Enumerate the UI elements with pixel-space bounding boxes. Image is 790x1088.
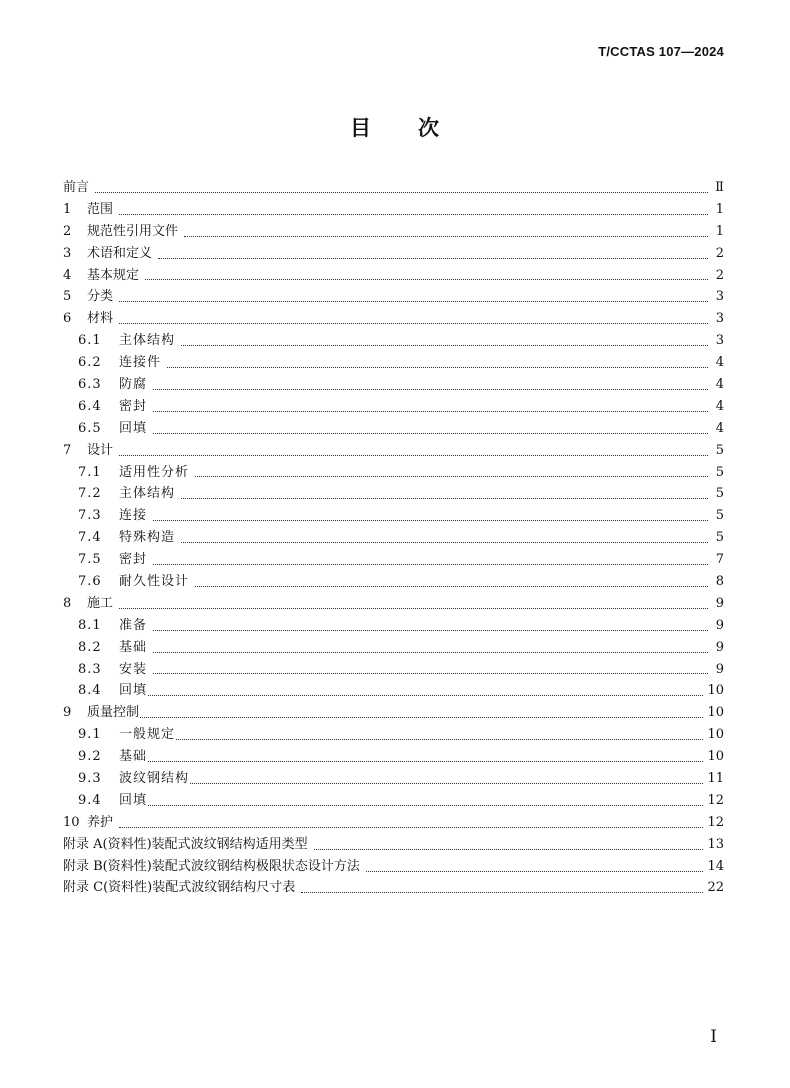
- toc-entry[interactable]: [63, 724, 724, 746]
- dot-leader: [195, 476, 708, 477]
- toc-entry[interactable]: [63, 243, 724, 265]
- toc-entry-page: 4: [715, 355, 724, 371]
- dot-leader: [301, 892, 703, 893]
- toc-entry-label: [63, 265, 139, 287]
- toc-entry-number: 7.5: [78, 552, 102, 568]
- toc-entry-label: [78, 724, 175, 746]
- toc-entry-title: 施工: [87, 595, 114, 611]
- dot-leader: [119, 455, 708, 456]
- toc-entry[interactable]: [63, 549, 724, 571]
- toc-entry-page: 10: [707, 749, 724, 765]
- toc-entry[interactable]: [63, 527, 724, 549]
- toc-entry-page: 7: [715, 552, 724, 568]
- toc-entry[interactable]: [63, 571, 724, 593]
- table-of-contents: [63, 177, 724, 899]
- toc-entry-label: [63, 221, 178, 243]
- dot-leader: [153, 433, 708, 434]
- dot-leader: [153, 652, 708, 653]
- toc-entry-page: 10: [707, 705, 724, 721]
- toc-entry-label: [63, 286, 113, 308]
- toc-entry[interactable]: [63, 330, 724, 352]
- toc-entry-title: 材料: [87, 311, 114, 327]
- dot-leader: [148, 695, 703, 696]
- toc-entry-title: 连接件: [119, 355, 162, 371]
- toc-entry[interactable]: [63, 440, 724, 462]
- toc-entry-page: 12: [707, 814, 724, 830]
- toc-entry-label: [78, 462, 189, 484]
- toc-entry-label: [78, 418, 147, 440]
- toc-entry-number: 4: [63, 267, 72, 283]
- toc-entry-label: [63, 177, 89, 199]
- toc-entry[interactable]: [63, 812, 724, 834]
- toc-entry-page: 5: [715, 486, 724, 502]
- toc-entry[interactable]: [63, 418, 724, 440]
- toc-entry-number: 6: [63, 311, 72, 327]
- toc-entry-title: 密封: [119, 398, 148, 414]
- toc-entry[interactable]: [63, 702, 724, 724]
- toc-entry-number: 7.1: [78, 464, 102, 480]
- toc-entry-label: [63, 877, 295, 899]
- toc-entry[interactable]: [63, 505, 724, 527]
- toc-entry[interactable]: [63, 177, 724, 199]
- toc-entry-label: [78, 527, 175, 549]
- toc-entry-label: [78, 790, 147, 812]
- toc-entry[interactable]: [63, 462, 724, 484]
- page-title: [0, 112, 790, 142]
- dot-leader: [181, 345, 708, 346]
- toc-entry-number: 8.3: [78, 661, 102, 677]
- toc-entry-number: 9: [63, 705, 72, 721]
- toc-entry-number: 7.2: [78, 486, 102, 502]
- toc-entry-page: 9: [715, 595, 724, 611]
- toc-entry-number: 附录 A(资料性): [63, 836, 152, 852]
- toc-entry-number: 1: [63, 201, 72, 217]
- document-code: T/CCTAS 107—2024: [598, 44, 724, 59]
- toc-entry-label: [63, 440, 113, 462]
- toc-entry-number: 2: [63, 223, 72, 239]
- toc-entry-title: 装配式波纹钢结构尺寸表: [152, 880, 296, 896]
- toc-entry-title: 基本规定: [87, 267, 140, 283]
- toc-entry-label: [63, 856, 360, 878]
- toc-entry[interactable]: [63, 878, 724, 900]
- toc-entry-number: 7.4: [78, 530, 102, 546]
- toc-entry-number: 10: [63, 814, 80, 830]
- toc-entry-page: 1: [715, 201, 724, 217]
- toc-entry[interactable]: [63, 352, 724, 374]
- dot-leader: [190, 783, 703, 784]
- toc-entry-title: 养护: [87, 814, 114, 830]
- toc-entry-page: 4: [715, 420, 724, 436]
- toc-entry-title: 范围: [87, 201, 114, 217]
- dot-leader: [148, 761, 703, 762]
- dot-leader: [119, 323, 708, 324]
- toc-entry-number: 6.1: [78, 333, 102, 349]
- toc-entry-title: 特殊构造: [119, 530, 176, 546]
- toc-entry[interactable]: [63, 221, 724, 243]
- toc-entry-number: 3: [63, 245, 72, 261]
- dot-leader: [153, 411, 708, 412]
- dot-leader: [184, 236, 708, 237]
- toc-entry-number: 6.5: [78, 420, 102, 436]
- dot-leader: [145, 279, 708, 280]
- toc-entry[interactable]: [63, 834, 724, 856]
- toc-entry-page: 1: [715, 223, 724, 239]
- toc-entry-title: 基础: [119, 749, 148, 765]
- toc-entry[interactable]: [63, 593, 724, 615]
- toc-entry-title: 设计: [87, 442, 114, 458]
- toc-entry-number: 9.2: [78, 749, 102, 765]
- toc-entry-page: 5: [715, 442, 724, 458]
- toc-entry-label: [63, 199, 113, 221]
- dot-leader: [366, 871, 704, 872]
- dot-leader: [119, 608, 708, 609]
- toc-entry-page: 5: [715, 508, 724, 524]
- toc-entry-number: 8.2: [78, 639, 102, 655]
- dot-leader: [95, 192, 708, 193]
- toc-entry-label: [78, 549, 147, 571]
- toc-entry-number: 6.3: [78, 377, 102, 392]
- dot-leader: [153, 389, 708, 390]
- toc-entry-label: [78, 374, 147, 396]
- dot-leader: [195, 586, 708, 587]
- toc-entry-number: 9.1: [78, 727, 102, 743]
- dot-leader: [314, 849, 704, 850]
- toc-entry-title: 回填: [119, 792, 148, 808]
- toc-entry-number: 6.4: [78, 398, 102, 414]
- toc-entry-number: 6.2: [78, 355, 102, 371]
- toc-entry-number: 8.4: [78, 683, 102, 699]
- toc-entry-title: 回填: [119, 420, 148, 436]
- toc-entry[interactable]: [63, 680, 724, 702]
- page-number: I: [710, 1027, 717, 1047]
- toc-entry-title: 适用性分析: [119, 464, 190, 480]
- toc-entry-page: 22: [707, 880, 724, 896]
- dot-leader: [148, 805, 703, 806]
- toc-entry-page: 4: [715, 398, 724, 414]
- toc-entry[interactable]: [63, 790, 724, 812]
- toc-entry-number: 8: [63, 595, 72, 611]
- toc-entry-label: [78, 637, 147, 659]
- toc-entry-number: 7.6: [78, 574, 102, 590]
- toc-entry-title: 基础: [119, 639, 148, 655]
- toc-entry-title: 一般规定: [119, 727, 176, 743]
- toc-entry-number: 9.4: [78, 792, 102, 808]
- dot-leader: [158, 258, 708, 259]
- toc-entry-title: 质量控制: [87, 705, 140, 721]
- toc-entry-label: [63, 812, 113, 834]
- toc-entry-title: 规范性引用文件: [87, 223, 179, 239]
- toc-entry-label: [78, 571, 189, 593]
- toc-entry-title: 波纹钢结构: [119, 771, 190, 787]
- dot-leader: [167, 367, 708, 368]
- toc-entry[interactable]: [63, 265, 724, 287]
- toc-entry-page: 9: [715, 617, 724, 633]
- toc-entry-number: 7.3: [78, 508, 102, 524]
- toc-entry-title: 装配式波纹钢结构极限状态设计方法: [151, 858, 360, 874]
- toc-entry-page: 3: [715, 333, 724, 349]
- toc-entry-label: [78, 352, 161, 374]
- toc-entry-title: 回填: [119, 683, 148, 699]
- toc-entry-label: [78, 768, 189, 790]
- dot-leader: [181, 498, 708, 499]
- toc-entry-title: 主体结构: [119, 486, 176, 502]
- toc-entry-label: [78, 505, 147, 527]
- toc-entry-page: 3: [715, 289, 724, 305]
- toc-entry-label: [78, 659, 147, 681]
- toc-entry-page: 4: [715, 377, 724, 392]
- toc-entry-label: [63, 308, 113, 330]
- toc-entry[interactable]: [63, 396, 724, 418]
- toc-entry[interactable]: [63, 615, 724, 637]
- toc-entry-page: 5: [715, 530, 724, 546]
- toc-entry-title: 安装: [119, 661, 148, 677]
- toc-entry-page: 9: [715, 661, 724, 677]
- toc-entry-page: 3: [715, 311, 724, 327]
- toc-entry-label: [63, 702, 139, 724]
- toc-entry-page: 13: [707, 836, 724, 852]
- toc-entry-page: 9: [715, 639, 724, 655]
- toc-entry-label: [78, 746, 147, 768]
- toc-entry-label: [78, 615, 147, 637]
- toc-entry-title: 前言: [63, 179, 90, 195]
- toc-entry[interactable]: [63, 286, 724, 308]
- toc-entry-title: 术语和定义: [87, 245, 153, 261]
- toc-entry-title: 连接: [119, 508, 148, 524]
- dot-leader: [119, 214, 708, 215]
- toc-entry[interactable]: [63, 768, 724, 790]
- title-char-2: 次: [418, 116, 440, 140]
- toc-entry-page: 5: [715, 464, 724, 480]
- dot-leader: [119, 827, 703, 828]
- toc-entry-title: 密封: [119, 552, 148, 568]
- toc-entry-page: 12: [707, 792, 724, 808]
- dot-leader: [153, 630, 708, 631]
- toc-entry-number: 8.1: [78, 617, 102, 633]
- toc-entry-title: 耐久性设计: [119, 574, 190, 590]
- toc-entry[interactable]: [63, 746, 724, 768]
- toc-entry-label: [78, 330, 175, 352]
- toc-entry-label: [78, 396, 147, 418]
- toc-entry-page: 10: [707, 683, 724, 699]
- dot-leader: [181, 542, 708, 543]
- toc-entry[interactable]: [63, 637, 724, 659]
- dot-leader: [140, 717, 703, 718]
- dot-leader: [176, 739, 703, 740]
- toc-entry-number: 附录 B(资料性): [63, 858, 152, 874]
- toc-entry-label: [63, 834, 308, 856]
- toc-entry[interactable]: [63, 199, 724, 221]
- toc-entry[interactable]: [63, 308, 724, 330]
- toc-entry-page: Ⅱ: [715, 179, 724, 195]
- toc-entry-number: 5: [63, 289, 72, 305]
- dot-leader: [153, 520, 708, 521]
- toc-entry-label: [63, 243, 152, 265]
- toc-entry-title: 防腐: [119, 377, 148, 392]
- toc-entry-number: 7: [63, 442, 72, 458]
- toc-entry-number: 附录 C(资料性): [63, 880, 153, 896]
- toc-entry[interactable]: [63, 659, 724, 681]
- toc-entry-title: 装配式波纹钢结构适用类型: [151, 836, 308, 852]
- toc-entry[interactable]: [63, 374, 724, 396]
- toc-entry-label: [78, 680, 147, 702]
- toc-entry-label: [78, 483, 175, 505]
- toc-entry-page: 11: [707, 771, 724, 787]
- toc-entry-page: 8: [715, 574, 724, 590]
- toc-entry-title: 分类: [87, 289, 114, 305]
- toc-entry-page: 2: [715, 245, 724, 261]
- toc-entry-number: 9.3: [78, 771, 102, 787]
- toc-entry-page: 10: [707, 727, 724, 743]
- toc-entry-title: 准备: [119, 617, 148, 633]
- toc-entry-page: 2: [715, 267, 724, 283]
- title-char-1: 目: [350, 116, 372, 140]
- toc-entry[interactable]: [63, 856, 724, 878]
- dot-leader: [153, 673, 708, 674]
- toc-entry-page: 14: [707, 858, 724, 874]
- toc-entry-title: 主体结构: [119, 333, 176, 349]
- toc-entry[interactable]: [63, 483, 724, 505]
- dot-leader: [153, 564, 708, 565]
- toc-entry-label: [63, 593, 113, 615]
- dot-leader: [119, 301, 708, 302]
